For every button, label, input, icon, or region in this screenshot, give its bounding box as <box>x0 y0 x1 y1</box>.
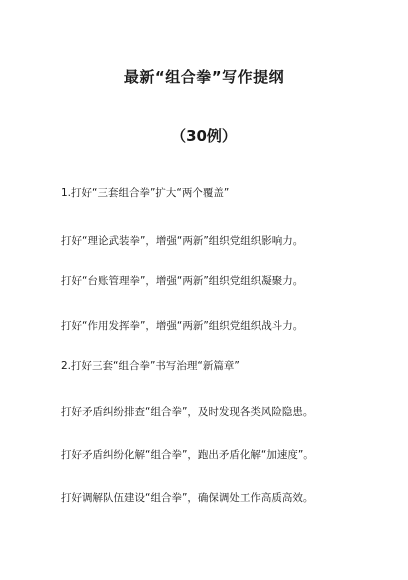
paragraph-line: 打好调解队伍建设“组合拳”，确保调处工作高质高效。 <box>61 492 314 504</box>
paragraph-line: 打好“台账管理拳”，增强“两新”组织党组织凝聚力。 <box>61 275 304 287</box>
paragraph-line: 打好“作用发挥拳”，增强“两新”组织党组织战斗力。 <box>61 320 304 332</box>
section-heading-2: 2.打好三套“组合拳”书写治理“新篇章” <box>61 360 240 372</box>
document-subtitle: （30例） <box>171 127 237 145</box>
paragraph-line: 打好矛盾纠纷排查“组合拳”，及时发现各类风险隐患。 <box>61 406 314 418</box>
section-heading-1: 1.打好“三套组合拳”扩大“两个覆盖” <box>61 187 230 199</box>
paragraph-line: 打好矛盾纠纷化解“组合拳”，跑出矛盾化解“加速度”。 <box>61 449 314 461</box>
paragraph-line: 打好“理论武装拳”，增强“两新”组织党组织影响力。 <box>61 235 304 247</box>
document-title: 最新“组合拳”写作提纲 <box>123 68 285 86</box>
